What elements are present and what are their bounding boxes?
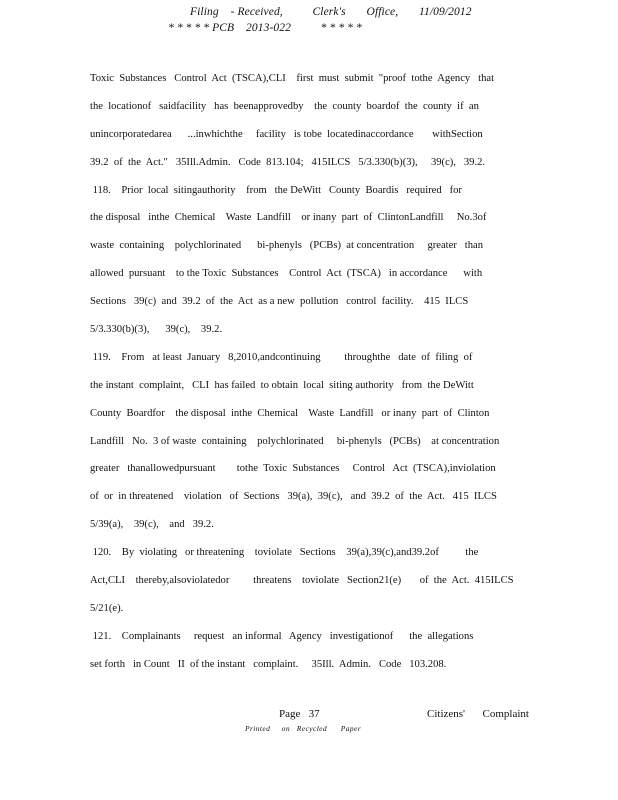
text-line: 5/3.330(b)(3), 39(c), 39.2. <box>90 324 223 336</box>
text-line: greater thanallowedpursuant tothe Toxic Substances Control Act (TSCA),inviolation <box>90 463 496 475</box>
text-line: 5/21(e). <box>90 602 124 614</box>
text-line: the disposal inthe Chemical Waste Landfill or inany part of ClintonLandfill No.3of <box>90 212 487 224</box>
paragraph-119-start: 119. From at least January 8,2010,andcontinuing throughthe date of filing of <box>90 351 473 363</box>
case-number-header-line: * * * * * PCB 2013-022 * * * * * <box>168 22 362 34</box>
text-line: Sections 39(c) and 39.2 of the Act as a new pollution control facility. 415 ILCS <box>90 296 469 308</box>
complaint-body <box>90 70 518 684</box>
text-line: 39.2 of the Act." 35Ill.Admin. Code 813.104; 415ILCS 5/3.330(b)(3), 39(c), 39.2. <box>90 156 486 168</box>
text-line: the locationof saidfacility has beenapprovedby the county boardof the county if an <box>90 100 479 112</box>
text-line: Act,CLI thereby,alsoviolatedor threatens toviolate Section21(e) of the Act. 415ILCS <box>90 575 514 587</box>
paragraph-120-start: 120. By violating or threatening toviolate Sections 39(a),39(c),and39.2of the <box>90 547 479 559</box>
text-line: of or in threatened violation of Sections 39(a), 39(c), and 39.2 of the Act. 415 ILCS <box>90 491 497 503</box>
text-line: Landfill No. 3 of waste containing polychlorinated bi-phenyls (PCBs) at concentration <box>90 435 500 447</box>
text-line: waste containing polychlorinated bi-phenyls (PCBs) at concentration greater than <box>90 240 484 252</box>
text-line: 5/39(a), 39(c), and 39.2. <box>90 519 214 531</box>
printed-on-recycled-paper-note: Printed on Recycled Paper <box>245 724 362 733</box>
filing-header-line: Filing - Received, Clerk's Office, 11/09/2012 <box>190 6 472 18</box>
paragraph-121-start: 121. Complainants request an informal Agency investigationof the allegations <box>90 630 474 642</box>
text-line: the instant complaint, CLI has failed to obtain local siting authority from the DeWitt <box>90 379 474 391</box>
text-line: set forth in Count II of the instant complaint. 35Ill. Admin. Code 103.208. <box>90 658 447 670</box>
text-line: unincorporatedarea ...inwhichthe facility is tobe locatedinaccordance withSection <box>90 128 483 140</box>
document-title-footer: Citizens' Complaint <box>427 708 529 720</box>
page-number: Page 37 <box>279 708 320 720</box>
text-line: County Boardfor the disposal inthe Chemical Waste Landfill or inany part of Clinton <box>90 407 490 419</box>
text-line: Toxic Substances Control Act (TSCA),CLI first must submit "proof tothe Agency that <box>90 73 495 84</box>
text-line: allowed pursuant to the Toxic Substances Control Act (TSCA) in accordance with <box>90 268 483 280</box>
paragraph-118-start: 118. Prior local sitingauthority from the DeWitt County Boardis required for <box>90 184 462 196</box>
